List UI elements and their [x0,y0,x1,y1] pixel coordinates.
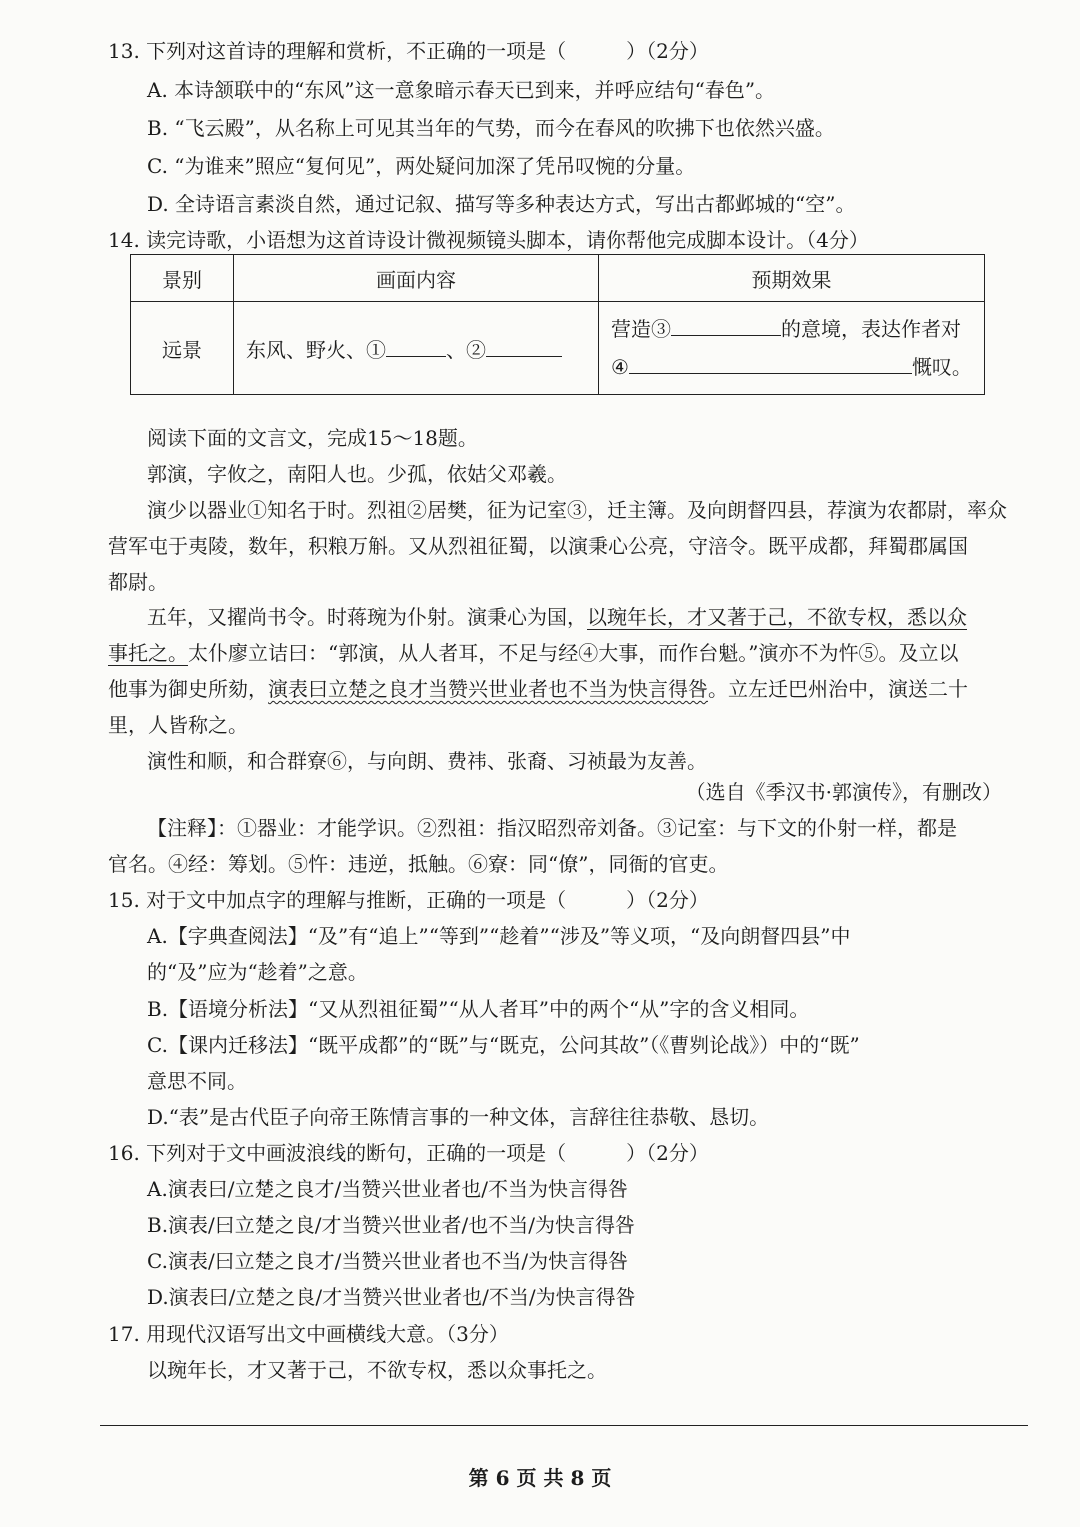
effect-line2-suffix: 慨叹。 [911,355,972,379]
effect-line2-prefix: ④ [611,355,629,379]
q15-option-a-line2: 的“及”应为“趁着”之意。 [147,960,368,984]
q13-option-a: A. 本诗颔联中的“东风”这一意象暗示春天已到来，并呼应结句“春色”。 [147,78,776,102]
q13-stem: 13. 下列对这首诗的理解和赏析，不正确的一项是（ ）（2分） [108,39,709,63]
passage-source: （选自《季汉书·郭演传》，有删改） [685,780,1002,804]
content-mid: 、② [446,337,486,362]
passage-p2-line2: 营军屯于夷陵，数年，积粮万斛。又从烈祖征蜀，以演秉心公亮，守涪令。既平成都，拜蜀郡属国 [108,534,968,558]
p3-line3-text: 他事为御史所劾， [108,677,268,701]
effect-line1-prefix: 营造③ [611,317,671,341]
q15-option-c-line1: C.【课内迁移法】“既平成都”的“既”与“既克，公问其故”（《曹刿论战》）中的“既” [147,1033,860,1057]
q14-stem: 14. 读完诗歌，小语想为这首诗设计微视频镜头脚本，请你帮他完成脚本设计。（4分） [108,228,869,252]
passage-p2-line3: 都尉。 [108,570,168,594]
header-scene-content: 画面内容 [234,255,599,302]
q16-option-b: B.演表/曰立楚之良/才当赞兴世业者/也不当/为快言得咎 [147,1213,636,1237]
q17-sentence: 以琬年长，才又著于己，不欲专权，悉以众事托之。 [147,1358,607,1382]
passage-p3-line3 [108,675,968,703]
q13-option-b: B. “飞云殿”，从名称上可见其当年的气势，而今在春风的吹拂下也依然兴盛。 [147,116,835,140]
q15-option-d: D.“表”是古代臣子向帝王陈情言事的一种文体，言辞往往恭敬、恳切。 [147,1105,770,1129]
header-expected-effect: 预期效果 [599,255,985,302]
q15-option-b: B.【语境分析法】“又从烈祖征蜀”“从人者耳”中的两个“从”字的含义相同。 [147,997,810,1021]
page-number: 第 6 页 共 8 页 [468,1466,612,1490]
header-shot-type: 景别 [131,255,234,302]
passage-p3-line1 [147,603,967,631]
blank-1[interactable] [386,336,446,357]
table-header-row [131,255,985,302]
cell-expected-effect [599,302,985,395]
p3-line2-text: 太仆廖立诘曰：“郭演，从人者耳，不足与经④大事，而作台魁。”演亦不为忤⑤。及立以 [188,641,959,665]
passage-p3-line2 [108,639,958,667]
q15-option-c-line2: 意思不同。 [147,1069,247,1093]
q16-stem: 16. 下列对于文中画波浪线的断句，正确的一项是（ ）（2分） [108,1141,709,1165]
p3-line3-tail: 。立左迁巴州治中，演送二十 [708,677,968,701]
q16-option-d: D.演表曰/立楚之良/才当赞兴世业者也/不当/为快言得咎 [147,1285,636,1309]
underlined-sentence-part2: 事托之。 [108,641,188,665]
q17-stem: 17. 用现代汉语写出文中画横线大意。（3分） [108,1322,509,1346]
content-prefix: 东风、野火、① [246,337,386,362]
q13-option-d: D. 全诗语言素淡自然，通过记叙、描写等多种表达方式，写出古都邺城的“空”。 [147,192,856,216]
effect-line1-suffix: 的意境，表达作者对 [781,317,961,341]
p3-line1-text: 五年，又擢尚书令。时蒋琬为仆射。演秉心为国， [147,605,587,629]
q13-option-c: C. “为谁来”照应“复何见”，两处疑问加深了凭吊叹惋的分量。 [147,154,696,178]
q16-option-a: A.演表曰/立楚之良才/当赞兴世业者也/不当为快言得咎 [147,1177,629,1201]
passage-p4: 演性和顺，和合群寮⑥，与向朗、费祎、张裔、习祯最为友善。 [147,749,707,773]
q16-option-c: C.演表/曰立楚之良才/当赞兴世业者也不当/为快言得咎 [147,1249,629,1273]
passage-p3-line4: 里，人皆称之。 [108,713,248,737]
underlined-sentence-part1: 以琬年长，才又著于己，不欲专权，悉以众 [587,605,967,629]
notes-line1: 【注释】：①器业：才能学识。②烈祖：指汉昭烈帝刘备。③记室：与下文的仆射一样，都是 [147,816,957,840]
passage-p1: 郭演，字攸之，南阳人也。少孤，依姑父邓羲。 [147,462,567,486]
answer-divider-line [100,1425,1028,1426]
table-row [131,302,985,395]
shot-script-table [130,254,985,395]
q15-stem: 15. 对于文中加点字的理解与推断，正确的一项是（ ）（2分） [108,888,709,912]
passage-p2-line1: 演少以器业①知名于时。烈祖②居樊，征为记室③，迁主簿。及向朗督四县，荐演为农都尉，率众 [147,498,1007,522]
q15-option-a-line1: A.【字典查阅法】“及”有“追上”“等到”“趁着”“涉及”等义项，“及向朗督四县”中 [147,924,851,948]
notes-line2: 官名。④经：筹划。⑤忤：违逆，抵触。⑥寮：同“僚”，同衙的官吏。 [108,852,729,876]
wavy-underlined-sentence: 演表曰立楚之良才当赞兴世业者也不当为快言得咎 [268,677,708,701]
passage-intro: 阅读下面的文言文，完成15～18题。 [147,426,478,450]
cell-scene-content [234,302,599,395]
cell-shot-type: 远景 [131,302,234,395]
blank-4[interactable] [629,353,912,374]
blank-2[interactable] [486,336,562,357]
blank-3[interactable] [671,315,781,336]
